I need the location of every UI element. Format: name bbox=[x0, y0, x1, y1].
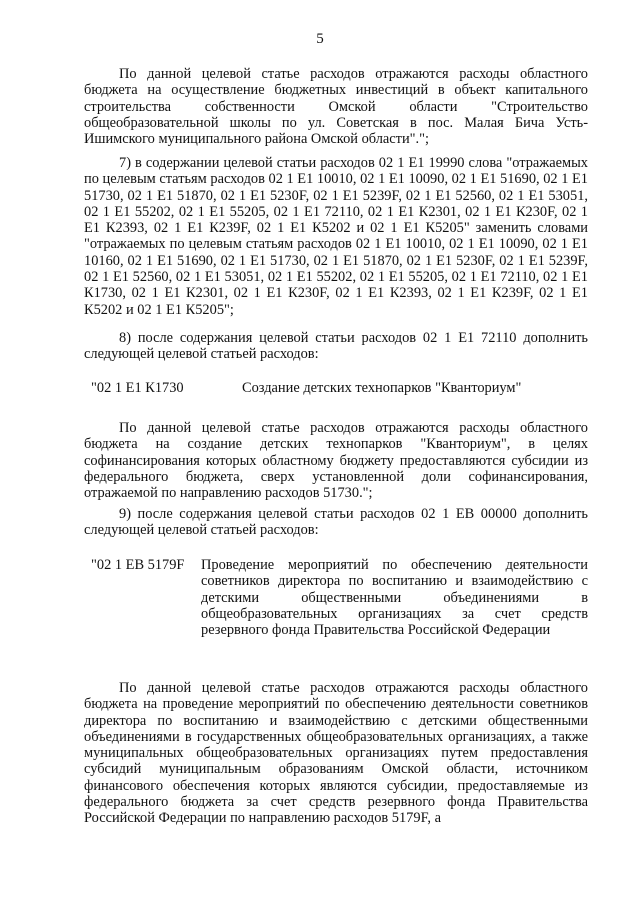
expense-title: Создание детских технопарков "Кванториум" bbox=[242, 380, 522, 396]
paragraph-expense-description-advisors: По данной целевой статье расходов отражаются расходы областного бюджета на проведение мероприятий по обеспечению деятельности советников директора по воспитанию и взаимодействию с детскими общественными объединениями в государственных общеобразовательных организациях, а также муниципальных общеобразовательных организациях путем предоставления субсидий муниципальным образованиям Омской области, источником финансового обеспечения которых являются субсидии, предоставляемые из федерального бюджета за счет средств резервного фонда Правительства Российской Федерации по направлению расходов 5179F, а bbox=[84, 680, 588, 827]
paragraph-item-8: 8) после содержания целевой статьи расходов 02 1 Е1 72110 дополнить следующей целевой статьей расходов: bbox=[84, 330, 588, 363]
paragraph-expense-description-school: По данной целевой статье расходов отражаются расходы областного бюджета на осуществление бюджетных инвестиций в объект капитального строительства собственности Омской области "Строительство общеобразовательной школы по ул. Советская в пос. Малая Бича Усть-Ишимского муниципального района Омской области"."; bbox=[84, 66, 588, 148]
expense-code: "02 1 ЕВ 5179F bbox=[91, 557, 185, 573]
page-number: 5 bbox=[316, 31, 324, 47]
expense-title: Проведение мероприятий по обеспечению деятельности советников директора по воспитанию и взаимодействию с детскими общественными объединениями в общеобразовательных организациях за счет средств резервного фонда Правительства Российской Федерации bbox=[201, 557, 588, 639]
paragraph-item-7: 7) в содержании целевой статьи расходов 02 1 Е1 19990 слова "отражаемых по целевым статьям расходов 02 1 Е1 10010, 02 1 Е1 10090, 02 1 Е1 51690, 02 1 Е1 51730, 02 1 Е1 51870, 02 1 Е1 5230F, 02 1 Е1 5239F, 02 1 Е1 52560, 02 1 Е1 53051, 02 1 Е1 55202, 02 1 Е1 55205, 02 1 Е1 72110, 02 1 Е1 К2301, 02 1 Е1 К230F, 02 1 Е1 К2393, 02 1 Е1 К239F, 02 1 Е1 К5202 и 02 1 Е1 К5205" заменить словами "отражаемых по целевым статьям расходов 02 1 Е1 10010, 02 1 Е1 10090, 02 1 Е1 10160, 02 1 Е1 51690, 02 1 Е1 51730, 02 1 Е1 51870, 02 1 Е1 5230F, 02 1 Е1 5239F, 02 1 Е1 52560, 02 1 Е1 53051, 02 1 Е1 55202, 02 1 Е1 55205, 02 1 Е1 72110, 02 1 Е1 К1730, 02 1 Е1 К2301, 02 1 Е1 К230F, 02 1 Е1 К2393, 02 1 Е1 К239F, 02 1 Е1 К5202 и 02 1 Е1 К5205"; bbox=[84, 155, 588, 318]
expense-code: "02 1 Е1 К1730 bbox=[91, 380, 184, 396]
paragraph-expense-description-kvantorium: По данной целевой статье расходов отражаются расходы областного бюджета на создание детских технопарков "Кванториум", в целях софинансирования которых областному бюджету предоставляются субсидии из федерального бюджета, сверх установленной доли софинансирования, отражаемой по направлению расходов 51730."; bbox=[84, 420, 588, 502]
paragraph-item-9: 9) после содержания целевой статьи расходов 02 1 ЕВ 00000 дополнить следующей целевой статьей расходов: bbox=[84, 506, 588, 539]
